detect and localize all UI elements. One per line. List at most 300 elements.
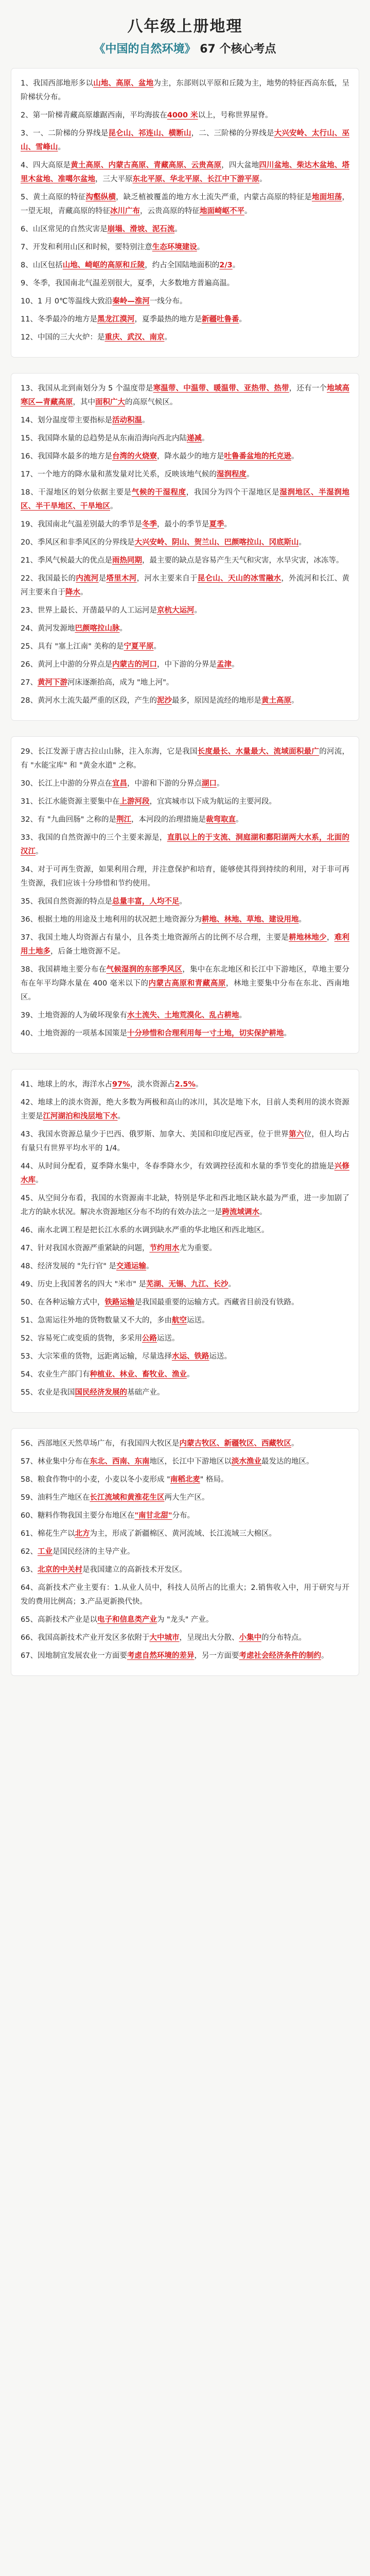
item-text: 61、棉花生产以 xyxy=(21,1530,75,1538)
item-text: 。 xyxy=(119,624,127,633)
item-text: 43、我国水资源总量少于巴西、俄罗斯、加拿大、美国和印度尼西亚，位于世界 xyxy=(21,1130,289,1139)
item-text: ，我国分为四个干湿地区是 xyxy=(186,488,280,497)
item-text: 。 xyxy=(186,1370,195,1379)
item-text: 分布。 xyxy=(172,1512,195,1520)
highlight-text: 黄土高原、内蒙古高原、青藏高原、云贵高原 xyxy=(71,161,222,170)
highlight-text: 2/3 xyxy=(219,261,233,269)
item-text: 10、1 月 0℃等温线大致沿 xyxy=(21,297,113,306)
item-text: ，最主要的缺点是容易产生天气和灾害，水旱灾害，冰冻等。 xyxy=(142,556,344,565)
item-text: 8、山区包括 xyxy=(21,261,63,269)
highlight-text: 东北平原、华北平原、长江中下游平原 xyxy=(132,175,259,183)
item-text: 。 xyxy=(146,1262,154,1270)
item-text: 。 xyxy=(246,470,254,479)
item-text: 36、根据土地的用途及土地利用的状况把土地资源分为 xyxy=(21,916,202,924)
highlight-text: 吐鲁番盆地的托克逊 xyxy=(224,452,291,461)
point-item xyxy=(21,795,349,809)
highlight-text: 考虑社会经济条件的制约 xyxy=(239,1652,321,1660)
item-text: 53、大宗笨重的货物，远距离运输，尽量选择 xyxy=(21,1352,172,1361)
point-item xyxy=(21,1455,349,1469)
item-text: ，宜宾城市以下成为航运的主要河段。 xyxy=(149,798,276,806)
item-text: 1、我国西部地形多以 xyxy=(21,79,94,88)
item-text: 运送。 xyxy=(209,1352,232,1361)
item-text: 。 xyxy=(259,175,267,183)
item-text: 19、我国南北气温差别最大的季节是 xyxy=(21,520,142,529)
item-text: 。 xyxy=(321,1652,329,1660)
page-title: 八年级上册地理 xyxy=(127,18,243,36)
item-text: 55、农业是我国 xyxy=(21,1388,75,1397)
highlight-text: 2.5% xyxy=(174,1080,196,1089)
item-text: 7、开发和利用山区和时候，要特别注意 xyxy=(21,243,152,251)
point-item xyxy=(21,1009,349,1023)
subtitle-suffix: 67 个核心考点 xyxy=(200,43,276,56)
item-text: 基础产业。 xyxy=(127,1388,165,1397)
highlight-text: 湿润地区、半湿润地区、半干旱地区、干旱地区 xyxy=(21,488,350,511)
item-text: 。 xyxy=(239,1011,246,1020)
point-item xyxy=(21,1473,349,1487)
item-text: 54、农业生产部门有 xyxy=(21,1370,90,1379)
highlight-text: 交通运输 xyxy=(116,1262,147,1270)
highlight-text: 芜湖、无锡、九江、长沙 xyxy=(146,1280,228,1289)
point-item xyxy=(21,241,349,255)
highlight-text: 南稻北麦 xyxy=(170,1476,200,1484)
highlight-text: 塔里木河 xyxy=(106,574,137,583)
item-text: 一线分布。 xyxy=(149,297,187,306)
item-text: ，夏季最热的地方是 xyxy=(134,315,202,324)
item-text: 。 xyxy=(232,261,240,269)
item-text: 58、粮食作物中的小麦，小麦以冬小麦形成 " xyxy=(21,1476,170,1484)
highlight-text: 第六 xyxy=(289,1130,304,1139)
item-text: 5、黄土高原的特征 xyxy=(21,193,86,201)
section-block xyxy=(11,1429,359,1675)
highlight-text: 跨流域调水 xyxy=(222,1208,259,1216)
item-text: 24、黄河发源地 xyxy=(21,624,75,633)
highlight-text: 崩塌、滑坡、泥石流 xyxy=(107,225,175,233)
item-text: 20、季风区和非季风区的分界线是 xyxy=(21,538,135,547)
item-text: 两大生产区。 xyxy=(164,1494,209,1502)
item-text: 的河流，有 "水能宝库" 和 "黄金水道" 之称。 xyxy=(21,748,350,770)
item-text: ，三大平原 xyxy=(95,175,133,183)
highlight-text: 航空 xyxy=(171,1316,187,1325)
item-text: ，还有一个 xyxy=(289,384,327,393)
item-text: 17、一个地方的降水量和蒸发量对比关系，反映该地气候的 xyxy=(21,470,217,479)
item-text: 。 xyxy=(244,207,252,215)
item-text: 34、对于可再生资源，如果利用合理，并注意保护和培育，能够使其得到持续的利用，对于非可再生资源，我们应该十分珍惜和节约使用。 xyxy=(21,866,349,888)
point-item xyxy=(21,259,349,273)
item-text: 的分布特点。 xyxy=(261,1634,306,1642)
item-text: 。 xyxy=(298,538,306,547)
highlight-text: 裁弯取直 xyxy=(206,816,236,824)
item-text: 41、地球上的水，海洋水占 xyxy=(21,1080,112,1089)
item-text: 运送。 xyxy=(156,1334,180,1343)
item-text: 。 xyxy=(194,606,202,615)
point-item xyxy=(21,432,349,446)
point-item xyxy=(21,1613,349,1627)
highlight-text: 水土流失、土地荒漠化、乱占耕地 xyxy=(127,1011,239,1020)
point-item xyxy=(21,1509,349,1523)
item-text: 18、干湿地区的划分依据主要是 xyxy=(21,488,132,497)
highlight-text: 山地、崎岖的高原和丘陵 xyxy=(62,261,145,269)
highlight-text: 考虑自然环境的差异 xyxy=(127,1652,195,1660)
item-text: ，云贵高原的特征 xyxy=(140,207,200,215)
item-text: 6、山区常见的自然灾害是 xyxy=(21,225,108,233)
item-text: 26、黄河上中游的分界点是 xyxy=(21,660,112,669)
item-text: 。 xyxy=(174,225,182,233)
item-text: 。 xyxy=(110,502,118,511)
point-item xyxy=(21,331,349,345)
item-text: 为 "龙头" 产业。 xyxy=(156,1616,214,1624)
item-text: 37、我国土地人均资源占有量小，且各类土地资源所占的比例不尽合理，主要是 xyxy=(21,934,289,942)
point-item xyxy=(21,622,349,636)
item-text: ， xyxy=(326,934,334,942)
highlight-text: 荆江 xyxy=(116,816,132,824)
subtitle-book: 《中国的自然环境》 xyxy=(94,43,196,56)
point-item xyxy=(21,963,349,1005)
item-text: 62、 xyxy=(21,1548,38,1556)
item-text: 40、土地资源的一项基本国策是 xyxy=(21,1029,127,1038)
point-item xyxy=(21,127,349,155)
point-item xyxy=(21,1278,349,1292)
point-item xyxy=(21,1296,349,1310)
highlight-text: 直肌以上的于支流、洞庭湖和鄱阳湖两大水系，北面的汉江 xyxy=(21,834,350,856)
point-item xyxy=(21,863,349,891)
highlight-text: 昆仑山、祁连山、横断山 xyxy=(108,129,191,138)
highlight-text: 兴修水库 xyxy=(21,1162,349,1184)
highlight-text: 北方 xyxy=(75,1530,90,1538)
highlight-text: 十分珍惜和合理利用每一寸土地，切实保护耕地 xyxy=(127,1029,284,1038)
highlight-text: 大兴安岭、太行山、巫山、雪峰山 xyxy=(21,129,350,151)
point-item xyxy=(21,1096,349,1124)
item-text: 12、中国的三大火炉：是 xyxy=(21,333,105,342)
item-text: ，外流河和长江、黄河主要来自于 xyxy=(21,574,350,597)
point-item xyxy=(21,486,349,514)
highlight-text: 内蒙古牧区、新疆牧区、西藏牧区 xyxy=(179,1439,291,1448)
item-text: 14、划分温度带主要指标是 xyxy=(21,416,112,425)
item-text: 尤为重要。 xyxy=(179,1244,217,1252)
item-text: 4、四大高原是 xyxy=(21,161,71,170)
item-text: 44、从时间分配看，夏季降水集中，冬春季降水少，有效调控径流和水量的季节变化的措施是 xyxy=(21,1162,334,1171)
highlight-text: 国民经济发展的 xyxy=(75,1388,127,1397)
point-item xyxy=(21,694,349,708)
item-text: 48、经济发展的 "先行官" 是 xyxy=(21,1262,117,1270)
highlight-text: 北京的中关村 xyxy=(37,1566,82,1574)
highlight-text: 公路 xyxy=(142,1334,157,1343)
point-item xyxy=(21,745,349,773)
highlight-text: 山地、高原、盆地 xyxy=(93,79,154,88)
highlight-text: 铁路运输 xyxy=(104,1298,135,1307)
item-text: 最发达的地区。 xyxy=(261,1458,314,1466)
item-text: 是国民经济的主导产业。 xyxy=(52,1548,135,1556)
item-text: 是我国最重要的运输方式。西藏省目前没有铁路。 xyxy=(134,1298,299,1307)
item-text: 的高原气候区。 xyxy=(125,398,178,406)
section-block xyxy=(11,69,359,357)
item-text: 2、第一阶梯青藏高原雄踞西南，平均海拔在 xyxy=(21,111,167,120)
item-text: 。 xyxy=(259,1208,267,1216)
highlight-text: 宁夏平原 xyxy=(124,642,154,651)
item-text: 22、我国最长的 xyxy=(21,574,76,583)
point-item xyxy=(21,913,349,927)
highlight-text: 4000 米 xyxy=(167,111,198,120)
highlight-text: 活动积温 xyxy=(112,416,142,425)
item-text: ，中下游的分界是 xyxy=(156,660,217,669)
highlight-text: 湖口 xyxy=(201,779,217,788)
item-text: ，最小的季节是 xyxy=(156,520,209,529)
item-text: 。 xyxy=(197,243,205,251)
item-text: 位，但人均占有量只有世界平均水平的 1/4。 xyxy=(21,1130,350,1153)
item-text: ，中游和下游的分界点 xyxy=(127,779,202,788)
highlight-text: 寒温带、中温带、暖温带、亚热带、热带 xyxy=(153,384,289,393)
highlight-text: 气候湿润的东部季风区 xyxy=(106,965,183,974)
item-text: 11、冬季最冷的地方是 xyxy=(21,315,97,324)
item-text: ，呈现出大分散、 xyxy=(179,1634,239,1642)
point-item xyxy=(21,1192,349,1219)
item-text: 。 xyxy=(231,660,239,669)
highlight-text: 难利用土地多 xyxy=(21,934,350,956)
highlight-text: 大中城市 xyxy=(149,1634,180,1642)
item-text: 。 xyxy=(239,315,246,324)
item-text: 。 xyxy=(80,588,88,597)
item-text: 27、 xyxy=(21,679,38,687)
item-text: ，缺乏植被覆盖的地方水土流失严重，内蒙古高原的特征是 xyxy=(116,193,312,201)
point-item xyxy=(21,1631,349,1645)
item-text: 65、高新技术产业是以 xyxy=(21,1616,97,1624)
highlight-text: 内蒙古的河口 xyxy=(112,660,157,669)
item-text: 66、我国高新技术产业开发区多依附于 xyxy=(21,1634,150,1642)
point-item xyxy=(21,468,349,482)
point-item xyxy=(21,191,349,218)
item-text: 。 xyxy=(284,1029,291,1038)
highlight-text: 夏季 xyxy=(209,520,224,529)
item-text: 15、我国降水量的总趋势是从东南沿海向西北内陆 xyxy=(21,434,187,443)
point-item xyxy=(21,604,349,618)
item-text: 。 xyxy=(291,452,299,461)
highlight-text: 长度最长、水量最大、流域面积最广 xyxy=(197,748,320,756)
item-text: 。 xyxy=(298,916,306,924)
item-text: 38、我国耕地主要分布在 xyxy=(21,965,107,974)
point-item xyxy=(21,1545,349,1559)
item-text: 30、长江上中游的分界点在 xyxy=(21,779,112,788)
highlight-text: 耕地、林地、草地、建设用地 xyxy=(201,916,299,924)
point-item xyxy=(21,1160,349,1188)
highlight-text: 地域高寒区—青藏高原 xyxy=(21,384,350,406)
highlight-text: 江河湖泊和浅层地下水 xyxy=(43,1112,118,1121)
item-text: ，降水最少的地方是 xyxy=(156,452,224,461)
item-text: 。 xyxy=(224,520,232,529)
item-text: 50、在各种运输方式中， xyxy=(21,1298,105,1307)
highlight-text: 长江流域和黄淮花生区 xyxy=(90,1494,165,1502)
highlight-text: 巴颜喀拉山脉 xyxy=(75,624,120,633)
item-text: 。 xyxy=(236,816,243,824)
item-text: 以上，号称世界屋脊。 xyxy=(198,111,273,120)
item-text: 57、林业集中分布在 xyxy=(21,1458,90,1466)
point-item xyxy=(21,554,349,568)
item-text: 。 xyxy=(36,848,43,856)
point-item xyxy=(21,813,349,827)
item-text: 是我国建立的高新技术开发区。 xyxy=(82,1566,187,1574)
highlight-text: 97% xyxy=(112,1080,130,1089)
item-text: 23、世界上最长、开凿最早的人工运河是 xyxy=(21,606,157,615)
item-text: 。 xyxy=(117,1112,125,1121)
section-block xyxy=(11,1070,359,1412)
page-subtitle xyxy=(11,40,359,56)
item-text: 。 xyxy=(179,897,187,906)
point-item xyxy=(21,1527,349,1541)
item-text: 33、我国的自然资源中的三个主要来源是， xyxy=(21,834,167,842)
item-text: 。 xyxy=(195,1080,203,1089)
highlight-text: 内蒙古高原和青藏高原 xyxy=(148,979,226,988)
item-text: 。 xyxy=(153,642,162,651)
highlight-text: 冬季 xyxy=(142,520,157,529)
item-text: " 格局。 xyxy=(200,1476,228,1484)
point-item xyxy=(21,1368,349,1382)
point-item xyxy=(21,777,349,791)
highlight-text: 水运、铁路 xyxy=(171,1352,209,1361)
point-item xyxy=(21,450,349,464)
point-item xyxy=(21,1260,349,1274)
item-text: ，四大盆地 xyxy=(221,161,259,170)
highlight-text: 内流河 xyxy=(76,574,99,583)
point-item xyxy=(21,1581,349,1609)
point-item xyxy=(21,1332,349,1346)
item-text: ，淡水资源占 xyxy=(130,1080,175,1089)
highlight-text: 淡水渔业 xyxy=(231,1458,261,1466)
item-text: ，另一方面要 xyxy=(194,1652,239,1660)
point-item xyxy=(21,931,349,959)
highlight-text: 宜昌 xyxy=(112,779,127,788)
point-item xyxy=(21,831,349,859)
highlight-text: 雨热同期 xyxy=(112,556,142,565)
point-item xyxy=(21,1027,349,1041)
item-text: 45、从空间分布看，我国的水资源南丰北缺，特别是华北和西北地区缺水最为严重，进一步加剧了北方的缺水状况。解决水资源地区分布不均的有效办法之一是 xyxy=(21,1194,349,1216)
highlight-text: 昆仑山、天山的冰雪融水 xyxy=(197,574,281,583)
item-text: 。 xyxy=(201,434,209,443)
item-text: ，集中在东北地区和长江中下游地区，草地主要分布在年平均降水量在 400 毫米以下的 xyxy=(21,965,350,988)
highlight-text: 总量丰富，人均不足 xyxy=(112,897,180,906)
point-item xyxy=(21,77,349,105)
point-item xyxy=(21,313,349,327)
item-text: 46、南水北调工程是把长江水系的水调到缺水严重的华北地区和西北地区。 xyxy=(21,1226,269,1234)
point-item xyxy=(21,1078,349,1092)
point-item xyxy=(21,1386,349,1400)
point-item xyxy=(21,572,349,600)
item-text: 42、地球上的淡水资源，绝大多数为两极和高山的冰川，其次是地下水，目前人类利用的淡水资源主要是 xyxy=(21,1098,349,1121)
point-item xyxy=(21,109,349,123)
point-item xyxy=(21,1128,349,1156)
point-item xyxy=(21,295,349,309)
item-text: 16、我国降水最多的地方是 xyxy=(21,452,112,461)
highlight-text: 孟津 xyxy=(216,660,232,669)
item-text: 67、因地制宜发展农业一方面要 xyxy=(21,1652,127,1660)
item-text: 。 xyxy=(164,333,172,342)
section-block xyxy=(11,737,359,1053)
point-item xyxy=(21,223,349,236)
point-item xyxy=(21,414,349,428)
item-text: 49、历史上我国著名的四大 "米市" 是 xyxy=(21,1280,147,1289)
sections-container xyxy=(11,69,359,1675)
highlight-text: 地面崎岖不平 xyxy=(200,207,244,215)
highlight-text: 上游河段 xyxy=(119,798,150,806)
item-text: ，本河段的治理措施是 xyxy=(131,816,206,824)
item-text: 64、高新技术产业主要有：1.从业人员中，科技人员所占的比重大；2.销售收入中，用于研究与开发的费用比例高；3.产品更新换代快。 xyxy=(21,1584,349,1606)
item-text: 河床逐渐抬高，成为 "地上河"。 xyxy=(67,679,174,687)
item-text: 是 xyxy=(98,574,107,583)
point-item xyxy=(21,1491,349,1505)
item-text: 39、土地资源的人为破坏现象有 xyxy=(21,1011,127,1020)
highlight-text: 小集中 xyxy=(239,1634,261,1642)
highlight-text: 生态环境建设 xyxy=(152,243,197,251)
item-text: 31、长江水能资源主要集中在 xyxy=(21,798,120,806)
highlight-text: 沟壑纵横 xyxy=(85,193,116,201)
highlight-text: 台湾的火烧寮 xyxy=(112,452,157,461)
item-text: 。 xyxy=(291,1439,299,1448)
point-item xyxy=(21,676,349,690)
item-text: 59、油料生产地区在 xyxy=(21,1494,90,1502)
item-text: 地区，长江中下游地区以 xyxy=(149,1458,232,1466)
item-text: ，其中 xyxy=(73,398,95,406)
point-item xyxy=(21,895,349,909)
highlight-text: 电子和信息类产业 xyxy=(97,1616,157,1624)
item-text: 3、一、二阶梯的分界线是 xyxy=(21,129,109,138)
highlight-text: 节约用水 xyxy=(149,1244,180,1252)
point-item xyxy=(21,1649,349,1663)
item-text: 。 xyxy=(36,1176,43,1184)
item-text: 。 xyxy=(216,779,224,788)
highlight-text: 冰川广布 xyxy=(110,207,140,215)
item-text: ，河水主要来自于 xyxy=(136,574,198,583)
highlight-text: 大兴安岭、阴山、贺兰山、巴颜喀拉山、冈底斯山 xyxy=(134,538,299,547)
item-text: 32、有 "九曲回肠" 之称的是 xyxy=(21,816,117,824)
item-text: 。 xyxy=(291,697,299,705)
point-item xyxy=(21,1242,349,1256)
item-text: 63、 xyxy=(21,1566,38,1574)
point-item xyxy=(21,1350,349,1364)
item-text: 最多，原因是流经的地形是 xyxy=(171,697,261,705)
item-text: 。 xyxy=(142,416,150,425)
item-text: 52、容易死亡或变质的货物，多采用 xyxy=(21,1334,142,1343)
point-item xyxy=(21,1563,349,1577)
item-text: 为主，东部则以平原和丘陵为主，地势的特征西高东低，呈阶梯状分布。 xyxy=(21,79,349,101)
point-item xyxy=(21,518,349,532)
item-text: 35、我国自然资源的特点是 xyxy=(21,897,112,906)
item-text: 60、糖料作物我国主要分布地区在 xyxy=(21,1512,135,1520)
item-text: 。 xyxy=(58,143,65,151)
highlight-text: 重庆、武汉、南京 xyxy=(104,333,165,342)
item-text: ，约占全国陆地面积的 xyxy=(145,261,220,269)
highlight-text: 面积广大 xyxy=(95,398,125,406)
item-text: 13、我国从北到南划分为 5 个温度带是 xyxy=(21,384,153,393)
highlight-text: 四川盆地、柴达木盆地、塔里木盆地、准噶尔盆地 xyxy=(21,161,350,183)
highlight-text: 黑龙江漠河 xyxy=(97,315,135,324)
point-item xyxy=(21,159,349,187)
highlight-text: 京杭大运河 xyxy=(156,606,195,615)
highlight-text: "南甘北甜" xyxy=(134,1512,172,1520)
item-text: 运送。 xyxy=(186,1316,209,1325)
item-text: 51、急需运往外地的货物数量又不大的，多由 xyxy=(21,1316,172,1325)
highlight-text: 东北、西南、东南 xyxy=(90,1458,150,1466)
highlight-text: 耕地林地少 xyxy=(289,934,327,942)
item-text: 为主，形成了新疆棉区、黄河流域、长江流域三大棉区。 xyxy=(90,1530,276,1538)
highlight-text: 泥沙 xyxy=(156,697,172,705)
highlight-text: 降水 xyxy=(65,588,80,597)
item-text: ，后备土地资源不足。 xyxy=(50,947,125,956)
point-item xyxy=(21,1437,349,1451)
highlight-text: 气候的干湿程度 xyxy=(131,488,186,497)
item-text: ，一望无垠，青藏高原的特征 xyxy=(21,193,350,215)
highlight-text: 地面坦荡 xyxy=(311,193,342,201)
item-text: ，二、三阶梯的分界线是 xyxy=(191,129,274,138)
section-block xyxy=(11,374,359,720)
item-text: 29、长江发源于唐古拉山山脉，注入东海，它是我国 xyxy=(21,748,198,756)
highlight-text: 新疆吐鲁番 xyxy=(201,315,239,324)
